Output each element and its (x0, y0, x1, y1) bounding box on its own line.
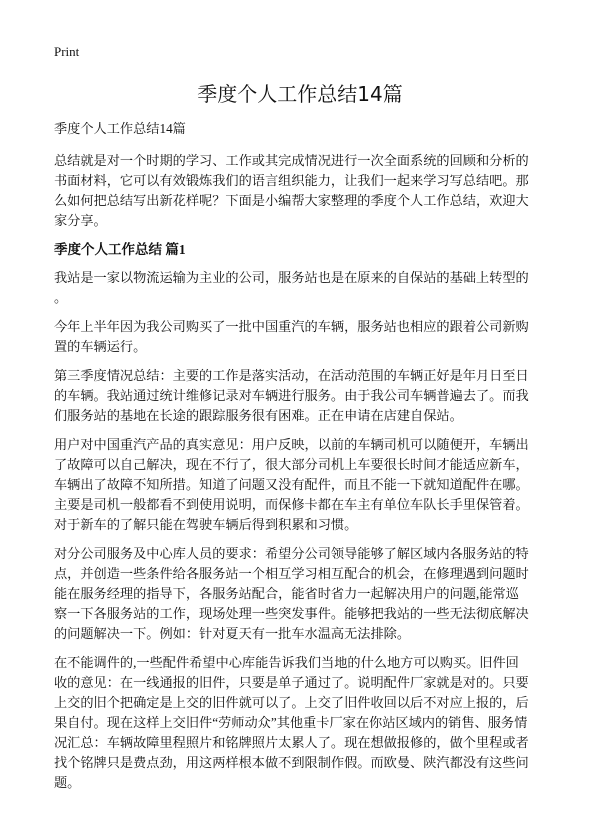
text-line: 今年上半年因为我公司购买了一批中国重汽的车辆，服务站也相应的跟着公司新购 (54, 319, 529, 334)
document-body (54, 119, 554, 802)
text-line: 用户对中国重汽产品的真实意见：用户反映，以前的车辆司机可以随便开，车辆出 (54, 437, 529, 452)
text-line: 的车辆。我站通过统计维修记录对车辆进行服务。由于我公司车辆普遍去了。而我 (54, 388, 529, 403)
text-line: 果自付。现在这样上交旧件“劳师动众”其他重卡厂家在你站区域内的销售、服务情 (54, 715, 528, 730)
body-paragraph (54, 653, 554, 793)
body-paragraph (54, 317, 554, 357)
text-line: 家分享。 (54, 213, 107, 228)
text-line: 置的车辆运行。 (54, 339, 147, 354)
page-title: 季度个人工作总结14篇 (197, 82, 403, 106)
text-line: 我站是一家以物流运输为主业的公司，服务站也是在原来的自保站的基础上转型的 (54, 270, 529, 285)
body-paragraph (54, 544, 554, 644)
text-line: 上交的旧个把确定是上交的旧件就可以了。上交了旧件收回以后不对应上报的，后 (54, 695, 529, 710)
text-line: 对于新车的了解只能在驾驶车辆后得到积累和习惯。 (54, 517, 358, 532)
text-line: 。 (54, 290, 68, 305)
text-line: 对分公司服务及中心库人员的要求：希望分公司领导能够了解区域内各服务站的特 (54, 546, 529, 561)
body-paragraph (54, 268, 554, 308)
text-line: 在不能调件的,一些配件希望中心库能告诉我们当地的什么地方可以购买。旧件回 (54, 655, 519, 670)
text-line: 题。 (54, 775, 81, 790)
document-subtitle: 季度个人工作总结14篇 (54, 121, 186, 136)
text-line: 察一下各服务站的工作，现场处理一些突发事件。能够把我站的一些无法彻底解决 (54, 606, 529, 621)
text-line: 了故障可以自己解决，现在不行了，很大部分司机上车要很长时间才能适应新车， (54, 457, 529, 472)
body-paragraph (54, 366, 554, 426)
text-line: 车辆出了故障不知所措。知道了问题又没有配件，而且不能一下就知道配件在哪。 (54, 477, 529, 492)
body-paragraph (54, 435, 554, 535)
text-line: 第三季度情况总结：主要的工作是落实活动，在活动范围的车辆正好是年月日至日 (54, 368, 529, 383)
text-line: 书面材料，它可以有效锻炼我们的语言组织能力，让我们一起来学习写总结吧。那 (54, 173, 529, 188)
text-line: 能在服务经理的指导下，各服务站配合，能省时省力一起解决用户的问题,能常巡 (54, 586, 519, 601)
text-line: 况汇总：车辆故障里程照片和铭牌照片太累人了。现在想做报修的，做个里程或者 (54, 735, 529, 750)
text-line: 总结就是对一个时期的学习、工作或其完成情况进行一次全面系统的回顾和分析的 (54, 153, 529, 168)
text-line: 的问题解决一下。例如：针对夏天有一批车水温高无法排除。 (54, 626, 411, 641)
print-link[interactable]: Print (54, 44, 80, 59)
text-line: 们服务站的基地在长途的跟踪服务很有困难。正在申请在店建自保站。 (54, 408, 463, 423)
text-line: 收的意见：在一线通报的旧件，只要是单子通过了。说明配件厂家就是对的。只要 (54, 675, 529, 690)
text-line: 找个铭牌只是费点劲，用这两样根本做不到限制作假。而欧曼、陕汽都没有这些问 (54, 755, 529, 770)
text-line: 主要是司机一般都看不到使用说明，而保修卡都在车主有单位车队长手里保管着。 (54, 497, 529, 512)
intro-paragraph (54, 151, 554, 231)
section-heading: 季度个人工作总结 篇1 (54, 242, 186, 257)
text-line: 么如何把总结写出新花样呢？下面是小编帮大家整理的季度个人工作总结，欢迎大 (54, 193, 529, 208)
text-line: 点，并创造一些条件给各服务站一个相互学习相互配合的机会，在修理遇到问题时 (54, 566, 529, 581)
section-paragraphs (54, 268, 554, 793)
